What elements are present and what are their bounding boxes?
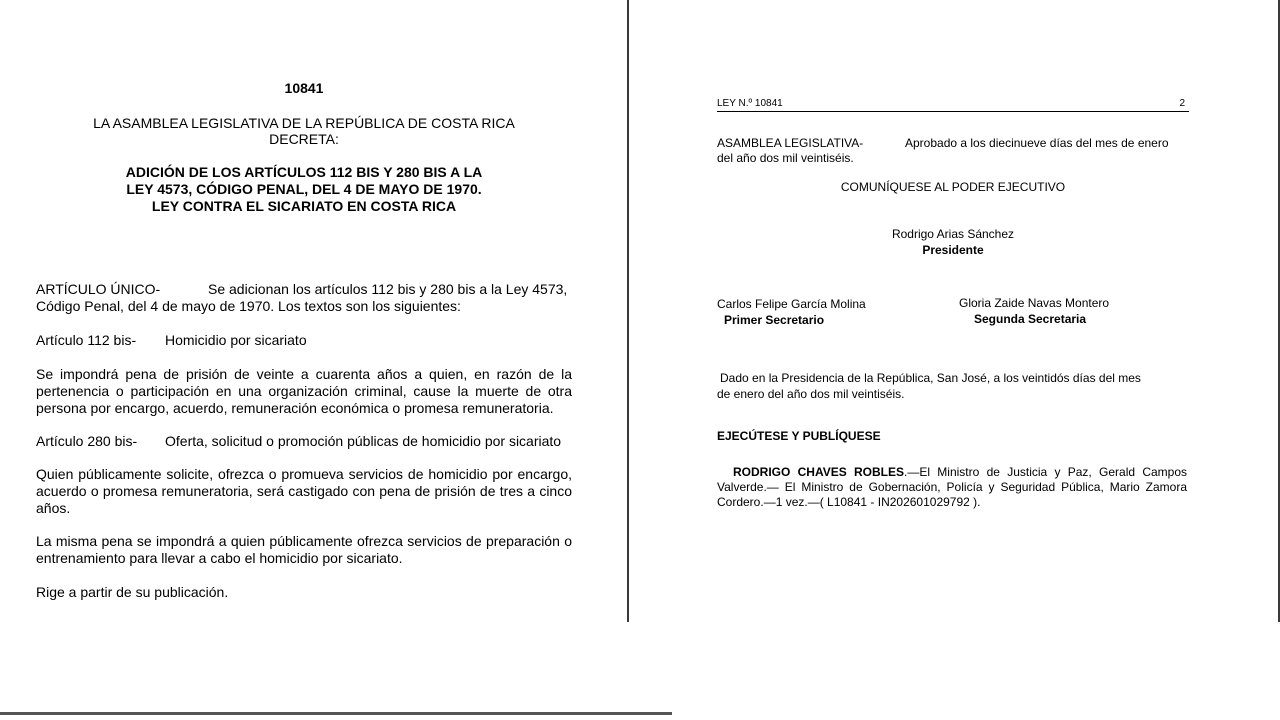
article-280-title: Oferta, solicitud o promoción públicas de homicidio por sicariato	[165, 433, 562, 449]
rige-text: Rige a partir de su publicación.	[36, 584, 229, 600]
article-112-body: Se impondrá pena de prisión de veinte a cuarenta años a quien, en razón de la pertenencia o participación en una organización criminal, cause la muerte de otra persona por encargo, acuerdo, remuneración económica o promesa remuneratoria.	[36, 366, 572, 416]
dado-line-2: de enero del año dos mil veintiséis.	[717, 387, 905, 401]
law-number: 10841	[284, 80, 324, 96]
signature-name: RODRIGO CHAVES ROBLES	[733, 465, 905, 479]
secretary-1-name: Carlos Felipe García Molina	[717, 297, 866, 311]
header-law-number: LEY N.º 10841	[717, 98, 783, 109]
article-280-label: Artículo 280 bis-	[36, 433, 138, 449]
law-title-line-1: ADICIÓN DE LOS ARTÍCULOS 112 BIS Y 280 BIS A LA	[125, 164, 483, 180]
approval-text-2: del año dos mil veintiséis.	[717, 151, 854, 165]
approval-label: ASAMBLEA LEGISLATIVA-	[717, 136, 864, 150]
article-unico-text-1: Se adicionan los artículos 112 bis y 280 bis a la Ley 4573,	[208, 281, 568, 297]
president-name: Rodrigo Arias Sánchez	[891, 227, 1015, 241]
approval-text-1: Aprobado a los diecinueve días del mes de enero	[905, 136, 1169, 150]
secretary-1-title: Primer Secretario	[724, 313, 825, 327]
header-page-number: 2	[1179, 98, 1185, 109]
secretary-2-name: Gloria Zaide Navas Montero	[959, 296, 1110, 310]
bottom-divider	[0, 712, 672, 715]
secretary-2-title: Segunda Secretaria	[974, 312, 1087, 326]
assembly-line-2: DECRETA:	[269, 131, 339, 147]
document-page-right	[628, 0, 1280, 622]
page-header	[717, 98, 1189, 112]
article-112-title: Homicidio por sicariato	[165, 332, 307, 348]
document-page-left	[0, 0, 629, 622]
law-title-line-2: LEY 4573, CÓDIGO PENAL, DEL 4 DE MAYO DE 1970.	[126, 181, 482, 197]
article-112-label: Artículo 112 bis-	[36, 332, 137, 348]
president-title: Presidente	[922, 243, 984, 257]
signature-ministers: .—El Ministro de Justicia y Paz, Gerald Campos Valverde.— El Ministro de Gobernación, Policía y Seguridad Pública, Mario Zamora Cordero.—1 vez.—( L10841 - IN202601029792 ).	[717, 465, 1188, 509]
article-unico-text-2: Código Penal, del 4 de mayo de 1970. Los textos son los siguientes:	[36, 298, 461, 314]
signature-block	[717, 465, 1187, 510]
assembly-line-1: LA ASAMBLEA LEGISLATIVA DE LA REPÚBLICA DE COSTA RICA	[93, 115, 515, 131]
ejecutese-heading: EJECÚTESE Y PUBLÍQUESE	[717, 429, 881, 443]
article-280-body-1: Quien públicamente solicite, ofrezca o promueva servicios de homicidio por encargo, acuerdo o promesa remuneratoria, será castigado con pena de prisión de tres a cinco años.	[36, 466, 572, 516]
article-280-body-2: La misma pena se impondrá a quien públicamente ofrezca servicios de preparación o entrenamiento para llevar a cabo el homicidio por sicariato.	[36, 533, 572, 566]
dado-line-1: Dado en la Presidencia de la República, San José, a los veintidós días del mes	[720, 371, 1141, 385]
article-unico-label: ARTÍCULO ÚNICO-	[36, 281, 161, 297]
law-title-line-3: LEY CONTRA EL SICARIATO EN COSTA RICA	[151, 198, 457, 214]
comuniquese-heading: COMUNÍQUESE AL PODER EJECUTIVO	[840, 180, 1066, 194]
